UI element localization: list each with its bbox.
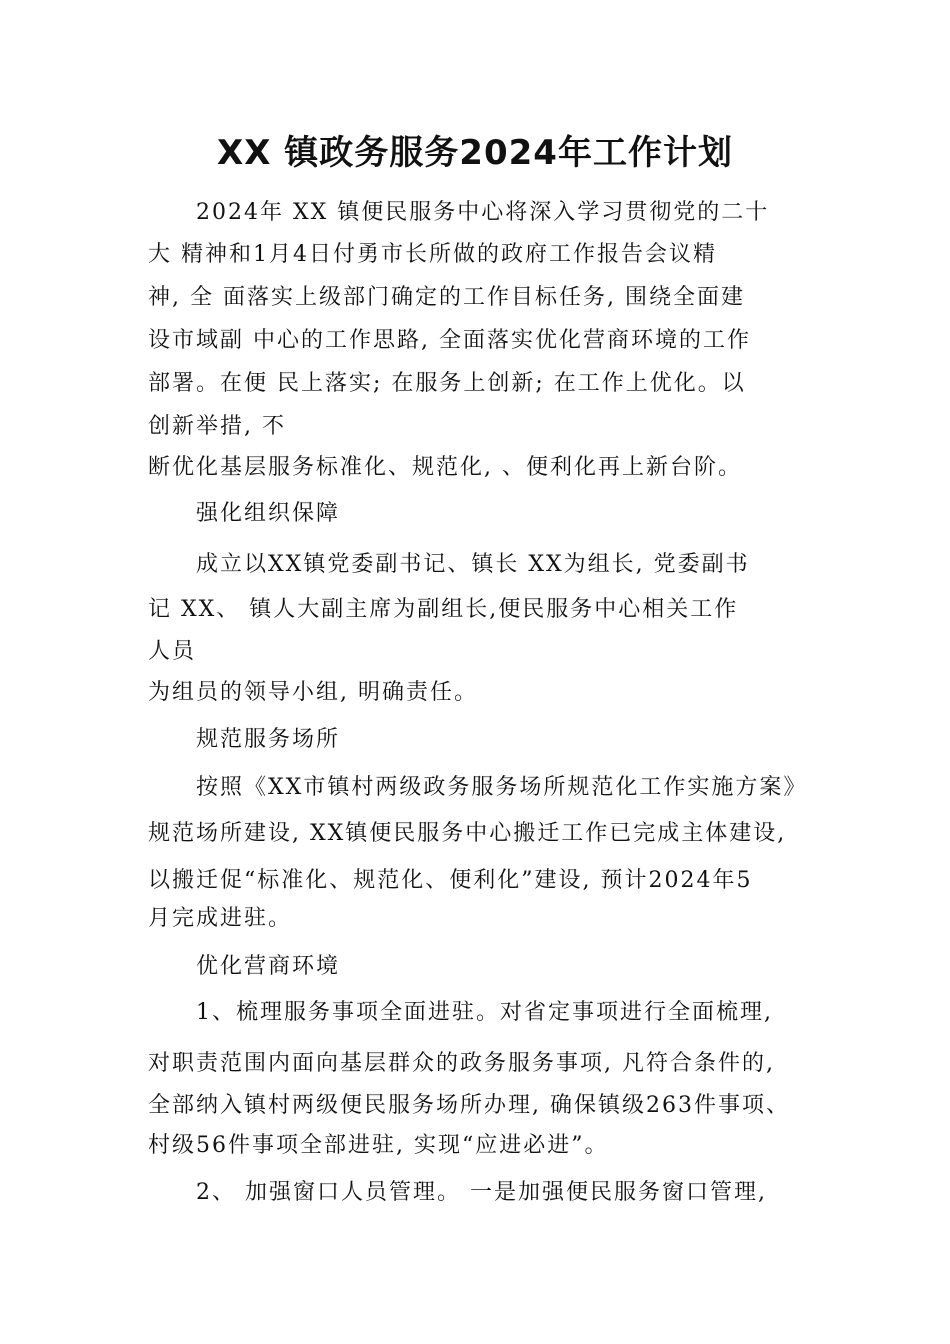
body-line: 1、梳理服务事项全面进驻。对省定事项进行全面梳理,	[196, 1000, 773, 1025]
body-line: 村级56件事项全部进驻, 实现“应进必进”。	[148, 1133, 609, 1158]
body-line: 神, 全 面落实上级部门确定的工作目标任务, 围绕全面建	[148, 285, 745, 310]
body-line: 断优化基层服务标准化、规范化, 、便利化再上新台阶。	[148, 455, 742, 480]
section-heading: 规范服务场所	[196, 727, 341, 752]
body-line: 全部纳入镇村两级便民服务场所办理, 确保镇级263件事项、	[148, 1093, 790, 1118]
section-heading: 强化组织保障	[196, 501, 341, 526]
body-line: 月完成进驻。	[148, 906, 293, 931]
body-line: 规范场所建设, XX镇便民服务中心搬迁工作已完成主体建设,	[148, 821, 787, 846]
body-line: 成立以XX镇党委副书记、镇长 XX为组长, 党委副书	[196, 552, 750, 577]
body-line: 以搬迁促“标准化、规范化、便利化”建设, 预计2024年5	[148, 868, 753, 893]
body-line: 2024年 XX 镇便民服务中心将深入学习贯彻党的二十	[196, 200, 770, 225]
body-line: 2、 加强窗口人员管理。 一是加强便民服务窗口管理,	[196, 1180, 767, 1205]
body-line: 大 精神和1月4日付勇市长所做的政府工作报告会议精	[148, 242, 717, 267]
document-title: XX 镇政务服务2024年工作计划	[217, 133, 733, 173]
body-line: 按照《XX市镇村两级政务服务场所规范化工作实施方案》	[196, 775, 808, 800]
section-heading: 优化营商环境	[196, 954, 341, 979]
body-line: 人员	[148, 639, 197, 664]
body-line: 创新举措, 不	[148, 414, 286, 439]
body-line: 记 XX、 镇人大副主席为副组长,便民服务中心相关工作	[148, 597, 739, 622]
body-line: 部署。在便 民上落实; 在服务上创新; 在工作上优化。以	[148, 371, 746, 396]
body-line: 对职责范围内面向基层群众的政务服务事项, 凡符合条件的,	[148, 1051, 775, 1076]
body-line: 为组员的领导小组, 明确责任。	[148, 680, 478, 705]
body-line: 设市域副 中心的工作思路, 全面落实优化营商环境的工作	[148, 328, 751, 353]
